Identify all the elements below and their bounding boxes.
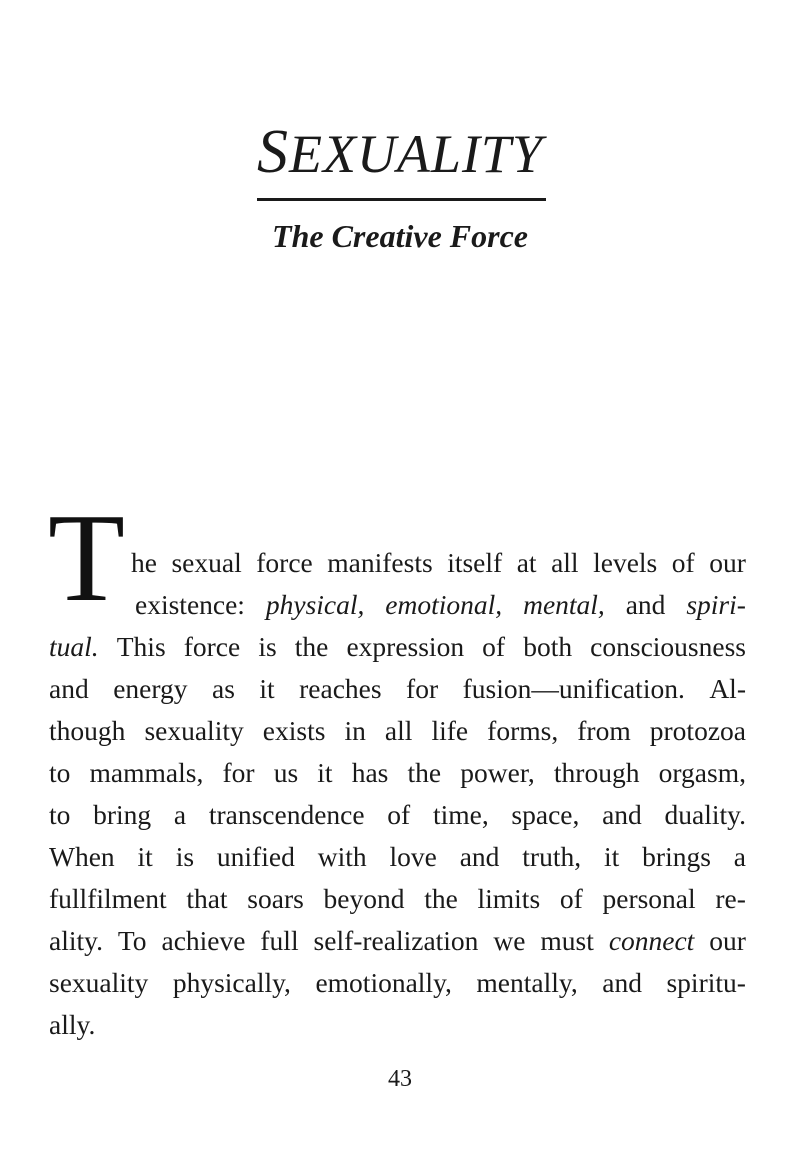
word: energy — [113, 673, 188, 704]
word: bring — [93, 799, 152, 830]
word: of — [559, 883, 583, 914]
word: ality. — [49, 925, 103, 956]
word: tual. — [49, 631, 99, 662]
word: the — [424, 883, 458, 914]
word: it — [259, 673, 275, 704]
word: consciousness — [590, 631, 746, 662]
word: through — [553, 757, 640, 788]
word: life — [431, 715, 469, 746]
drop-cap: T — [48, 489, 125, 628]
word: full — [260, 925, 299, 956]
word: all — [551, 547, 579, 578]
word: emotionally, — [315, 967, 452, 998]
word: itself — [447, 547, 503, 578]
text-line — [49, 668, 746, 710]
word: connect — [608, 925, 695, 956]
word: it — [317, 757, 333, 788]
word: that — [186, 883, 228, 914]
word: space, — [511, 799, 580, 830]
word: limits — [477, 883, 541, 914]
word: brings — [642, 841, 711, 872]
word: personal — [602, 883, 696, 914]
word: self-realization — [313, 925, 479, 956]
word: both — [523, 631, 573, 662]
word: is — [175, 841, 195, 872]
word: of — [482, 631, 506, 662]
word: to — [49, 799, 71, 830]
word: the — [407, 757, 442, 788]
chapter-subtitle: The Creative Force — [272, 218, 528, 254]
word: is — [258, 631, 277, 662]
word: physically, — [172, 967, 291, 998]
word: though — [49, 715, 126, 746]
word: must — [540, 925, 594, 956]
word: protozoa — [649, 715, 746, 746]
text-line — [49, 542, 746, 584]
word: as — [211, 673, 235, 704]
chapter-title-rest: EXUALITY — [288, 124, 544, 184]
text-line — [49, 794, 746, 836]
text-line — [49, 920, 746, 962]
word: all — [384, 715, 413, 746]
word: our — [709, 925, 746, 956]
word: physical, — [265, 589, 365, 620]
word: and — [49, 673, 89, 704]
word: duality. — [664, 799, 746, 830]
word: a — [733, 841, 746, 872]
word: for — [406, 673, 439, 704]
word: sexuality — [49, 967, 149, 998]
word: existence: — [135, 589, 245, 620]
word: When — [49, 841, 115, 872]
word: to — [49, 757, 71, 788]
word: emotional, — [385, 589, 503, 620]
word: mental, — [523, 589, 605, 620]
word: in — [344, 715, 366, 746]
word: spiritu- — [666, 967, 746, 998]
title-rule — [257, 198, 546, 201]
text-line — [49, 752, 746, 794]
word: ally. — [49, 1009, 96, 1040]
word: and — [625, 589, 666, 620]
word: levels — [593, 547, 658, 578]
word: Al- — [709, 673, 746, 704]
chapter-title — [0, 112, 800, 194]
word: achieve — [161, 925, 246, 956]
word: our — [709, 547, 746, 578]
word: orgasm, — [658, 757, 746, 788]
word: of — [671, 547, 695, 578]
word: for — [222, 757, 255, 788]
word: mammals, — [89, 757, 204, 788]
word: and — [459, 841, 500, 872]
word: sexuality — [144, 715, 244, 746]
word: reaches — [299, 673, 382, 704]
word: To — [117, 925, 147, 956]
word: manifests — [327, 547, 433, 578]
word: This — [116, 631, 166, 662]
word: force — [183, 631, 241, 662]
text-line — [49, 626, 746, 668]
word: beyond — [323, 883, 405, 914]
word: forms, — [487, 715, 559, 746]
text-line — [49, 878, 746, 920]
text-line — [49, 836, 746, 878]
word: soars — [247, 883, 304, 914]
word: transcendence — [208, 799, 365, 830]
word: at — [516, 547, 537, 578]
word: sexual — [171, 547, 242, 578]
word: from — [577, 715, 631, 746]
word: of — [387, 799, 411, 830]
word: us — [273, 757, 299, 788]
word: re- — [715, 883, 746, 914]
text-line — [49, 584, 746, 626]
word: expression — [346, 631, 465, 662]
text-line — [49, 710, 746, 752]
word: fusion—unification. — [462, 673, 685, 704]
word: force — [256, 547, 313, 578]
word: a — [173, 799, 187, 830]
text-line — [49, 962, 746, 1004]
word: spiri- — [686, 589, 746, 620]
word: with — [317, 841, 367, 872]
word: and — [602, 799, 642, 830]
word: it — [137, 841, 153, 872]
chapter-title-initial: S — [256, 118, 289, 186]
word: unified — [216, 841, 295, 872]
word: the — [294, 631, 329, 662]
word: exists — [262, 715, 326, 746]
word: it — [604, 841, 620, 872]
word: he — [131, 547, 157, 578]
word: power, — [460, 757, 535, 788]
word: truth, — [522, 841, 582, 872]
word: love — [389, 841, 437, 872]
word: and — [602, 967, 642, 998]
word: has — [351, 757, 389, 788]
word: mentally, — [476, 967, 578, 998]
word: we — [493, 925, 526, 956]
word: time, — [432, 799, 489, 830]
word: fullfilment — [49, 883, 167, 914]
text-line — [49, 1004, 746, 1046]
page-number: 43 — [388, 1066, 412, 1092]
body-paragraph — [49, 542, 746, 1046]
